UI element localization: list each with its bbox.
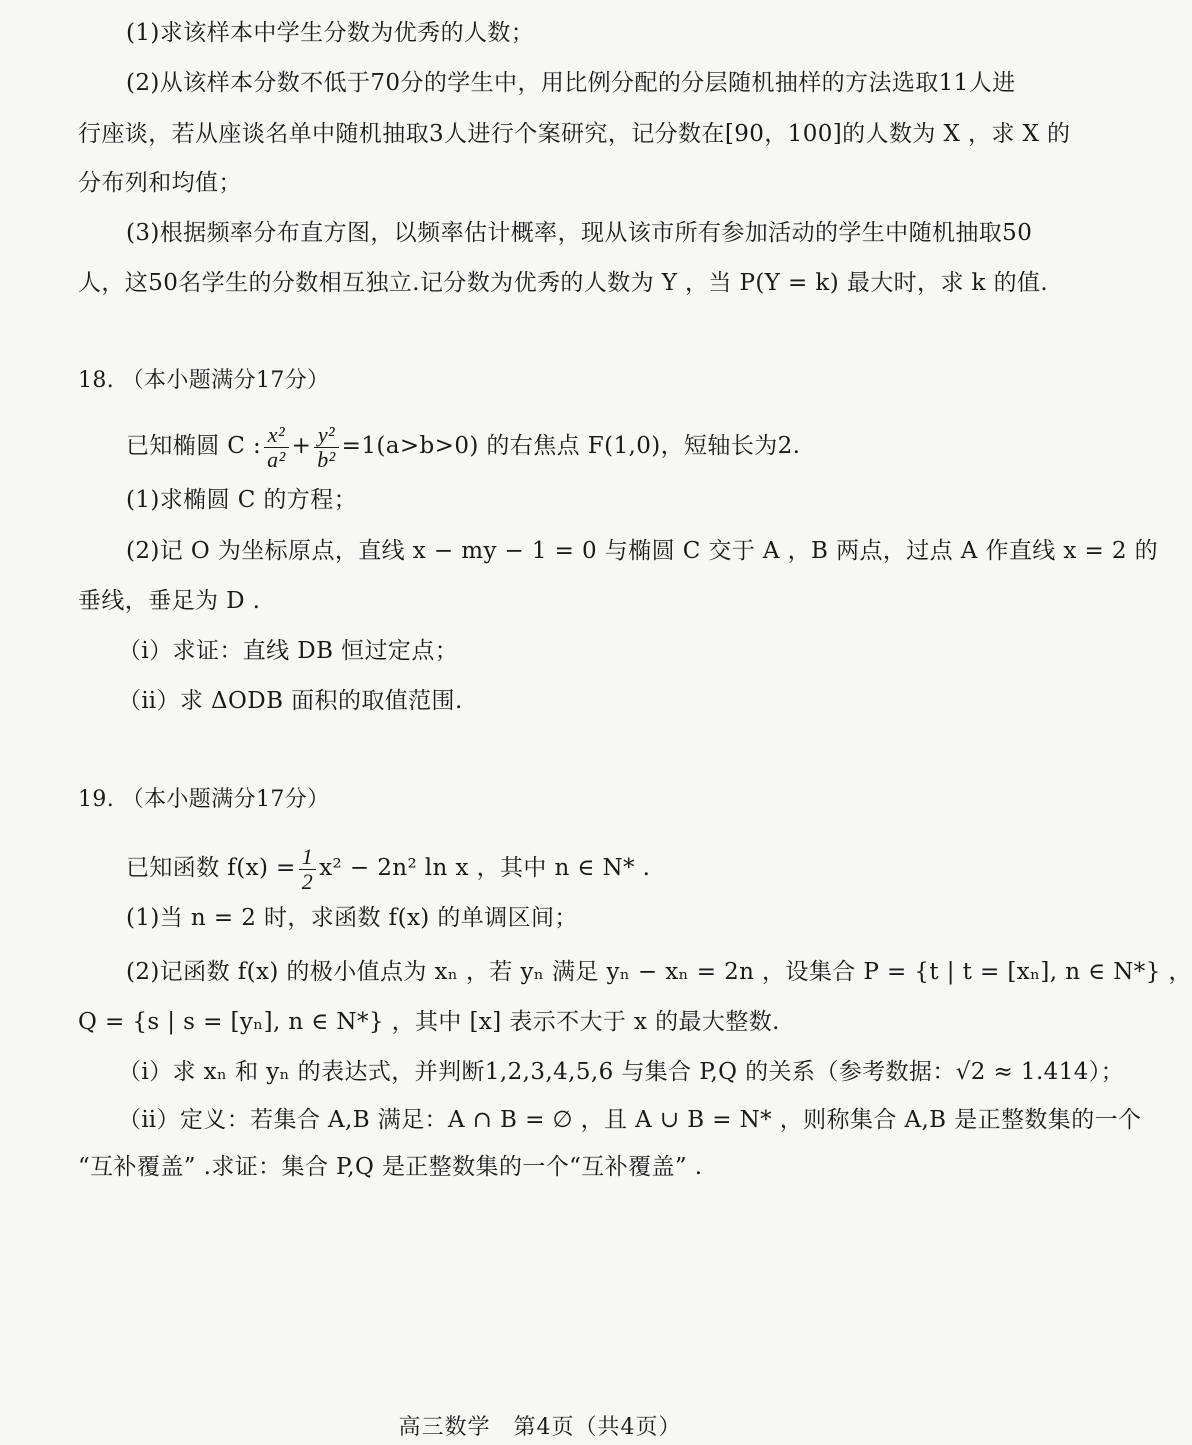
q18-heading: 18. （本小题满分17分） [78, 368, 330, 393]
q17-part2-line2: 行座谈，若从座谈名单中随机抽取3人进行个案研究，记分数在[90，100]的人数为 X ，求 X 的 [78, 121, 1071, 147]
q18-plus: + [291, 433, 312, 459]
q17-part3-line1: (3)根据频率分布直方图，以频率估计概率，现从该市所有参加活动的学生中随机抽取50 [126, 220, 1033, 246]
q19-stem [126, 842, 650, 894]
q18-part1: (1)求椭圆 C 的方程； [126, 487, 357, 513]
q19-part1: (1)当 n = 2 时，求函数 f(x) 的单调区间； [126, 905, 578, 931]
q17-part1: (1)求该样本中学生分数为优秀的人数； [126, 20, 535, 46]
q18-fraction-x [264, 423, 288, 472]
q17-part3-line2: 人，这50名学生的分数相互独立.记分数为优秀的人数为 Y ，当 P(Y = k) 最大时，求 k 的值. [78, 270, 1049, 296]
q18-fraction-x-denominator: a² [267, 446, 286, 472]
q19-fraction-numerator: 1 [299, 845, 316, 870]
q19-part2-line2: Q = {s | s = [yₙ], n ∈ N*} ，其中 [x] 表示不大于 x 的最大整数. [78, 1009, 780, 1035]
q17-part2-line3: 分布列和均值； [78, 170, 242, 196]
q19-stem-prefix: 已知函数 f(x) = [126, 855, 296, 881]
q19-fraction-denominator: 2 [301, 868, 314, 894]
q18-fraction-y-denominator: b² [317, 446, 336, 472]
q19-subpart-ii-line2: “互补覆盖” .求证：集合 P,Q 是正整数集的一个“互补覆盖” . [78, 1154, 703, 1180]
q17-part2-line1: (2)从该样本分数不低于70分的学生中，用比例分配的分层随机抽样的方法选取11人进 [126, 70, 1016, 96]
q19-part2-line1: (2)记函数 f(x) 的极小值点为 xₙ ，若 yₙ 满足 yₙ − xₙ = 2n ，设集合 P = {t | t = [xₙ], n ∈ N*} ， [126, 959, 1192, 985]
q19-heading: 19. （本小题满分17分） [78, 787, 330, 812]
q18-fraction-y-numerator: y² [314, 423, 338, 448]
page-footer: 高三数学 第4页（共4页） [398, 1415, 682, 1440]
q18-stem [126, 420, 800, 472]
q18-part2-line2: 垂线，垂足为 D . [78, 588, 261, 614]
q18-stem-prefix: 已知椭圆 C : [126, 433, 262, 459]
q18-subpart-ii: （ⅱ）求 ΔODB 面积的取值范围. [118, 688, 463, 714]
q18-stem-suffix: =1(a>b>0) 的右焦点 F(1,0)，短轴长为2. [341, 433, 801, 459]
q18-subpart-i: （ⅰ）求证：直线 DB 恒过定点； [118, 638, 459, 664]
q19-subpart-i: （ⅰ）求 xₙ 和 yₙ 的表达式，并判断1,2,3,4,5,6 与集合 P,Q 的关系（参考数据：√2 ≈ 1.414）； [118, 1059, 1125, 1085]
q18-part2-line1: (2)记 O 为坐标原点，直线 x − my − 1 = 0 与椭圆 C 交于 A ，B 两点，过点 A 作直线 x = 2 的 [126, 538, 1159, 564]
q19-fraction-half [299, 845, 316, 894]
q18-fraction-y [314, 423, 338, 472]
q19-stem-suffix: x² − 2n² ln x ，其中 n ∈ N* . [319, 855, 651, 881]
q19-subpart-ii-line1: （ⅱ）定义：若集合 A,B 满足：A ∩ B = ∅ ，且 A ∪ B = N* ，则称集合 A,B 是正整数集的一个 [118, 1107, 1142, 1133]
q18-fraction-x-numerator: x² [264, 423, 288, 448]
